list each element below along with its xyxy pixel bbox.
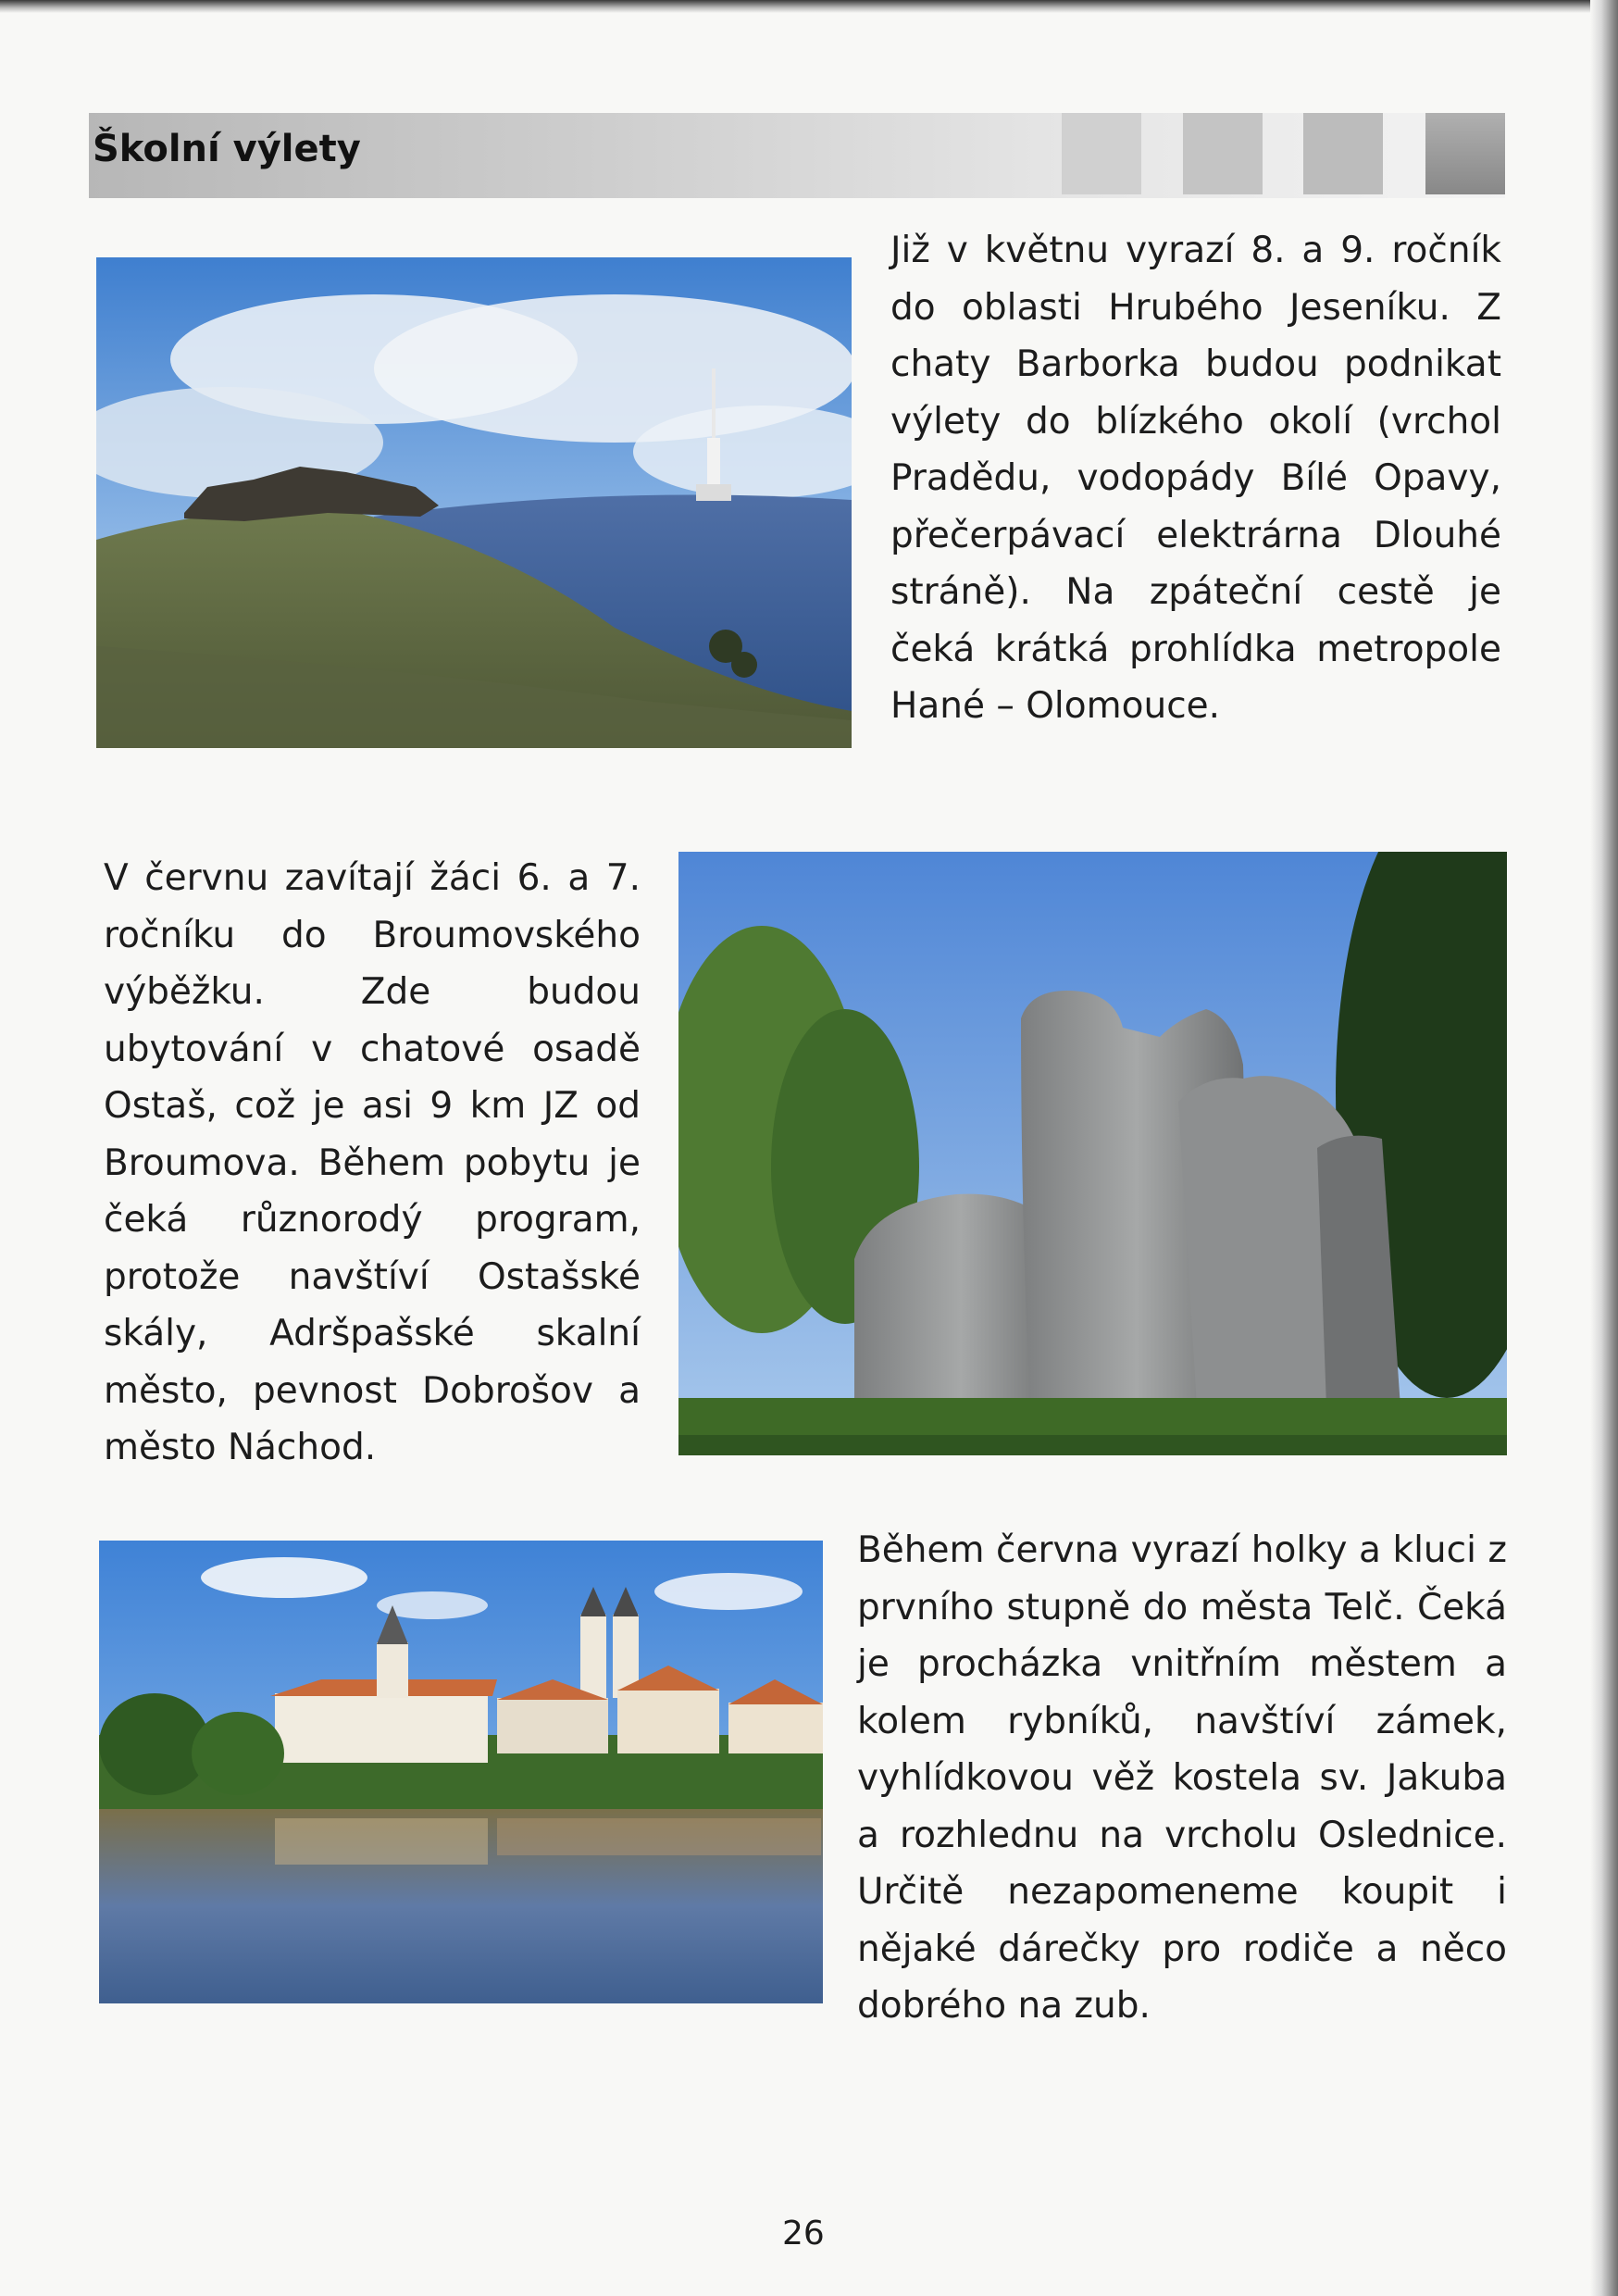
photo-mountain-tower [96,257,852,748]
header-square-4 [1425,113,1505,194]
scan-edge-right [1590,0,1618,2296]
scan-edge-top [0,0,1618,13]
section-text-3: Během června vyrazí holky a kluci z prvního stupně do města Telč. Čeká je procházka vnitřním městem a kolem rybníků, navštíví zámek, vyhlídkovou věž kostela sv. Jakuba a rozhlednu na vrcholu Oslednice. Určitě nezapomeneme koupit i nějaké dárečky pro rodiče a něco dobrého na zub. [857,1529,1507,2027]
photo-telc-town [99,1541,823,2003]
section-text-2: V červnu zavítají žáci 6. a 7. ročníku do Broumovského výběžku. Zde budou ubytování v chatové osadě Ostaš, což je asi 9 km JZ od Broumova. Během pobytu je čeká různorodý program, protože navštíví Ostašské skály, Adršpašské skalní město, pevnost Dobrošov a město Náchod. [104,857,641,1468]
header-square-2 [1183,113,1263,194]
photo-rock-towers [678,852,1507,1455]
section-text-1: Již v květnu vyrazí 8. a 9. ročník do oblasti Hrubého Jeseníku. Z chaty Barborka budou podnikat výlety do blízkého okolí (vrchol Pradědu, vodopády Bílé Opavy, přečerpávací elektrárna Dlouhé stráně). Na zpáteční cestě je čeká krátká prohlídka metropole Hané – Olomouce. [890,230,1501,727]
page-number: 26 [782,2215,825,2252]
header-square-3 [1303,113,1383,194]
header-square-1 [1062,113,1141,194]
page-title: Školní výlety [93,128,361,170]
